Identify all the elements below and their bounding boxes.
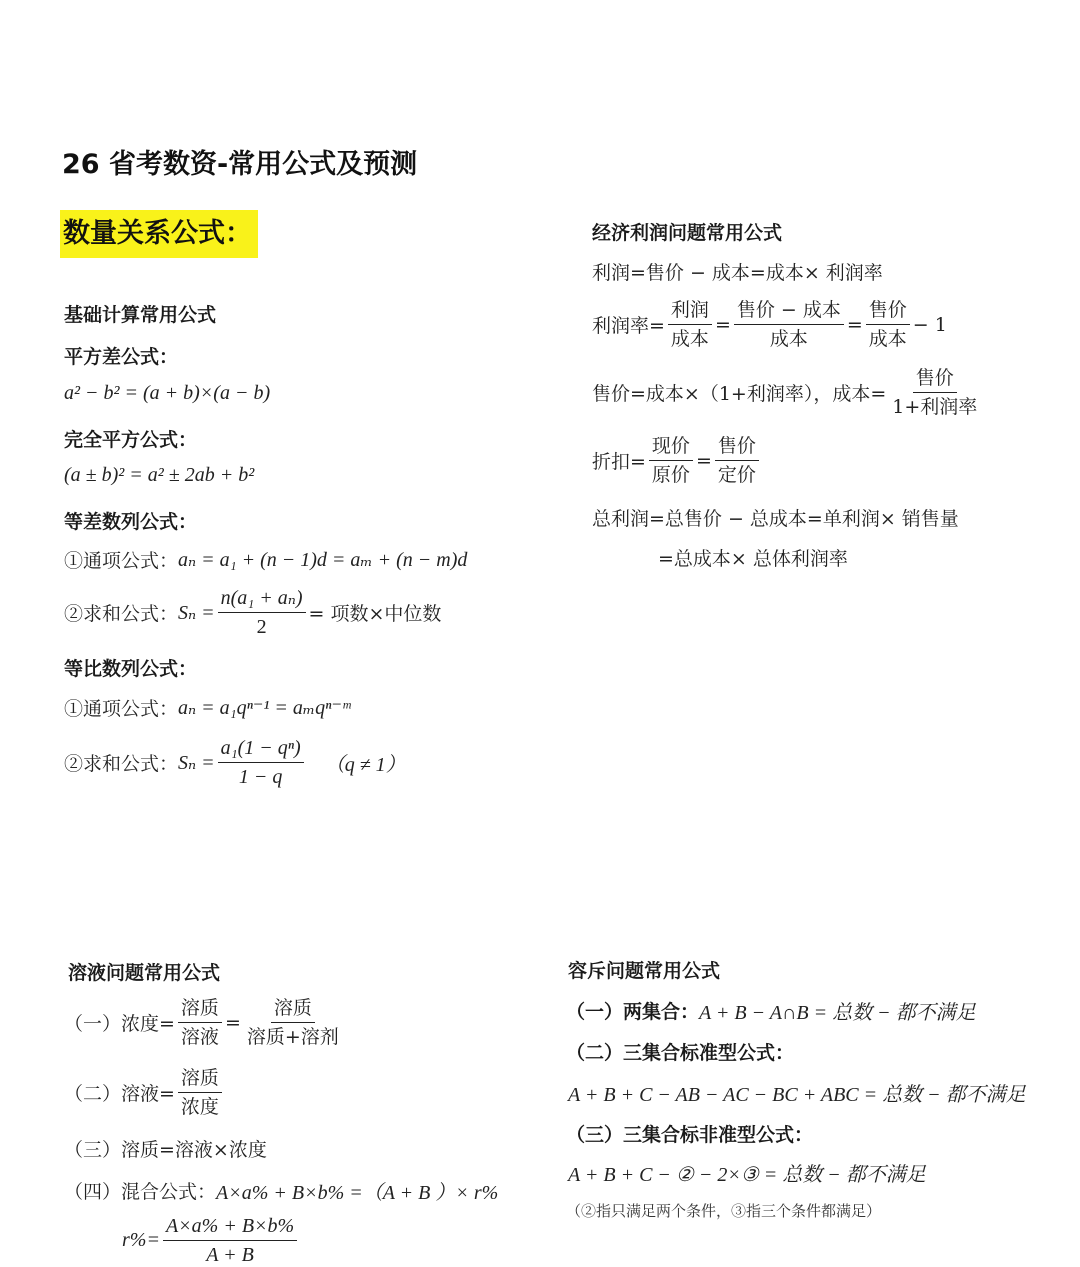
price-denominator: 1+利润率: [892, 396, 978, 418]
geo-sum-denominator: 1 − q: [238, 766, 283, 788]
mixing-prefix: （四）混合公式：: [64, 1181, 217, 1203]
solute-row: （三）溶质=溶液×浓度: [64, 1139, 267, 1161]
profit-line1: 利润=售价 − 成本=成本× 利润率: [592, 262, 883, 284]
profit-rate-f3-numerator: 售价: [866, 298, 910, 325]
arith-sum-fraction: [218, 586, 306, 639]
discount-lhs: 折扣=: [592, 451, 646, 473]
perfect-sq-formula: (a ± b)² = a² ± 2ab + b²: [64, 464, 255, 486]
arith-sum-row: [64, 586, 441, 639]
profit-rate-f1-denominator: 成本: [670, 328, 709, 350]
geo-sum-numerator: a₁(1 − qⁿ): [218, 736, 304, 763]
rate-lhs: r%=: [122, 1229, 160, 1251]
concentration-row: [64, 996, 345, 1049]
solution-numerator: 溶质: [178, 1066, 222, 1093]
geo-general-formula: aₙ = a₁qⁿ⁻¹ = aₘqⁿ⁻ᵐ: [178, 697, 351, 719]
mixing-row: [64, 1176, 498, 1205]
three-set-nonstandard-formula: A + B + C − ② − 2×③ = 总数 − 都不满足: [568, 1164, 926, 1186]
discount-f2-numerator: 售价: [715, 434, 759, 461]
price-row: [592, 366, 983, 419]
concentration-fraction-1: [178, 996, 222, 1049]
profit-rate-tail: − 1: [912, 313, 947, 336]
discount-row: [592, 434, 762, 487]
geo-general-row: [64, 694, 350, 721]
arith-sum-prefix: ②求和公式：: [64, 603, 179, 625]
profit-rate-f2-denominator: 成本: [769, 328, 808, 350]
solution-row: [64, 1066, 225, 1119]
profit-rate-fraction-3: [866, 298, 910, 351]
arith-sum-denominator: 2: [256, 616, 267, 638]
equals-sign: =: [224, 1011, 241, 1034]
sq-diff-label: 平方差公式：: [64, 346, 179, 368]
arith-sum-numerator: n(a₁ + aₙ): [218, 586, 306, 613]
rate-row: [122, 1214, 300, 1267]
equals-sign: =: [714, 313, 731, 336]
page-title: 26 省考数资-常用公式及预测: [62, 149, 418, 180]
profit-rate-fraction-2: [734, 298, 844, 351]
concentration-f1-numerator: 溶质: [178, 996, 222, 1023]
geo-general-prefix: ①通项公式：: [64, 698, 179, 720]
profit-rate-f1-numerator: 利润: [668, 298, 712, 325]
profit-rate-f2-numerator: 售价 − 成本: [734, 298, 844, 325]
geo-sum-prefix: ②求和公式：: [64, 753, 179, 775]
profit-rate-fraction-1: [668, 298, 712, 351]
geo-label: 等比数列公式：: [64, 658, 198, 680]
arith-sum-lhs: Sₙ =: [178, 602, 215, 624]
geo-sum-fraction: [218, 736, 304, 789]
perfect-sq-label: 完全平方公式：: [64, 429, 198, 451]
concentration-prefix: （一）浓度=: [64, 1013, 175, 1035]
section-title: 数量关系公式：: [60, 210, 258, 258]
geo-sum-row: [64, 736, 406, 789]
sq-diff-formula: a² − b² = (a + b)×(a − b): [64, 382, 271, 404]
arith-general-formula: aₙ = a₁ + (n − 1)d = aₘ + (n − m)d: [178, 549, 468, 571]
solution-heading: 溶液问题常用公式: [68, 962, 221, 984]
geo-sum-lhs: Sₙ =: [178, 752, 215, 774]
price-text: 售价=成本×（1+利润率），成本=: [592, 383, 887, 405]
profit-rate-row: [592, 298, 947, 351]
sets-heading: 容斥问题常用公式: [568, 960, 721, 982]
sets-note: （②指只满足两个条件，③指三个条件都满足）: [566, 1202, 882, 1220]
mixing-formula: A×a% + B×b% =（A + B ）× r%: [216, 1182, 499, 1204]
price-numerator: 售价: [913, 366, 957, 393]
concentration-f1-denominator: 溶液: [180, 1026, 219, 1048]
equals-sign: =: [695, 449, 712, 472]
concentration-fraction-2: [244, 996, 342, 1049]
basic-heading: 基础计算常用公式: [64, 304, 217, 326]
solution-denominator: 浓度: [180, 1096, 219, 1118]
equals-sign: =: [846, 313, 863, 336]
two-set-label: （一）两集合：: [566, 1001, 700, 1023]
profit-rate-lhs: 利润率=: [592, 315, 665, 337]
rate-numerator: A×a% + B×b%: [163, 1214, 297, 1241]
arith-label: 等差数列公式：: [64, 511, 198, 533]
concentration-f2-denominator: 溶质+溶剂: [246, 1026, 339, 1048]
profit-rate-f3-denominator: 成本: [868, 328, 907, 350]
arith-sum-rhs: = 项数×中位数: [308, 603, 442, 625]
price-fraction: [889, 366, 980, 419]
three-set-standard-formula: A + B + C − AB − AC − BC + ABC = 总数 − 都不满足: [568, 1084, 1026, 1106]
discount-fraction-1: [649, 434, 693, 487]
arith-general-row: [64, 546, 467, 573]
three-set-standard-label: （二）三集合标准型公式：: [566, 1042, 795, 1064]
geo-sum-condition: （q ≠ 1）: [324, 754, 406, 776]
concentration-f2-numerator: 溶质: [271, 996, 315, 1023]
rate-denominator: A + B: [206, 1244, 254, 1266]
profit-heading: 经济利润问题常用公式: [592, 222, 783, 244]
arith-general-prefix: ①通项公式：: [64, 550, 179, 572]
solution-fraction: [178, 1066, 222, 1119]
two-set-formula: A + B − A∩B = 总数 − 都不满足: [699, 1002, 976, 1024]
discount-fraction-2: [715, 434, 759, 487]
rate-fraction: [163, 1214, 297, 1267]
solution-prefix: （二）溶液=: [64, 1083, 175, 1105]
total-profit-line1: 总利润=总售价 − 总成本=单利润× 销售量: [592, 508, 959, 530]
three-set-nonstandard-label: （三）三集合标非准型公式：: [566, 1124, 814, 1146]
two-set-row: [566, 996, 976, 1025]
discount-f1-numerator: 现价: [649, 434, 693, 461]
total-profit-line2: =总成本× 总体利润率: [658, 548, 848, 570]
discount-f2-denominator: 定价: [717, 464, 756, 486]
discount-f1-denominator: 原价: [651, 464, 690, 486]
